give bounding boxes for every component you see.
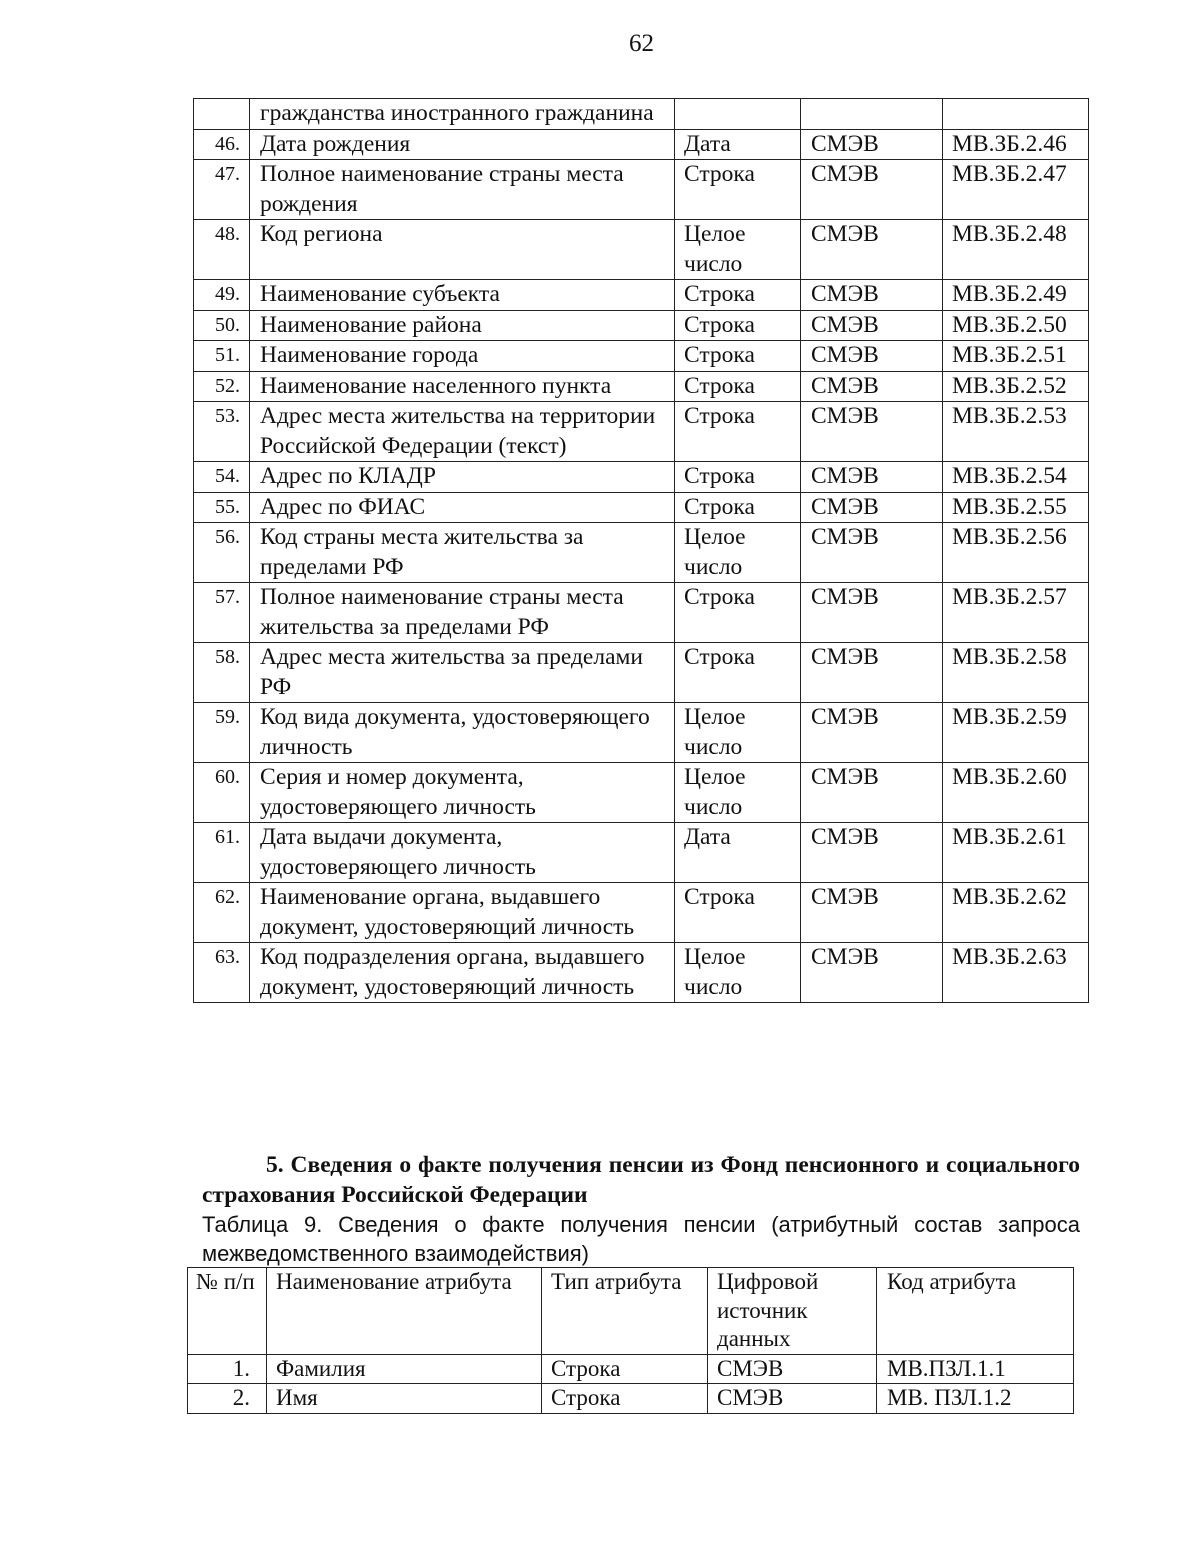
table-row [194,280,1089,311]
data-source: СМЭВ [801,943,943,1003]
attribute-code: МВ.ЗБ.2.52 [943,371,1089,402]
row-number: 62. [194,883,250,943]
row-number: 61. [194,823,250,883]
page-number: 62 [629,30,654,57]
table-row [194,371,1089,402]
header-attribute-name: Наименование атрибута [267,1268,542,1355]
attribute-code: МВ.ЗБ.2.61 [943,823,1089,883]
attribute-code: МВ.ЗБ.2.63 [943,943,1089,1003]
attribute-type [675,99,801,130]
attribute-code: МВ.ПЗЛ.1.1 [877,1354,1074,1384]
attribute-table-continued [193,98,1089,1003]
data-source: СМЭВ [801,883,943,943]
attribute-code: МВ.ЗБ.2.59 [943,703,1089,763]
row-number: 46. [194,129,250,160]
table-row [194,160,1089,220]
row-number: 1. [188,1354,267,1384]
attribute-type: Целое число [675,523,801,583]
attribute-name: Наименование субъекта [250,280,675,311]
data-source: СМЭВ [801,220,943,280]
table-row [194,402,1089,462]
attribute-type: Дата [675,129,801,160]
attribute-type: Строка [675,402,801,462]
attribute-type: Целое число [675,703,801,763]
pension-attribute-table [187,1267,1074,1414]
attribute-name: Адрес по ФИАС [250,492,675,523]
attribute-type: Целое число [675,943,801,1003]
attribute-type: Целое число [675,763,801,823]
row-number: 56. [194,523,250,583]
data-source: СМЭВ [801,341,943,372]
attribute-name: Дата рождения [250,129,675,160]
attribute-name: Адрес места жительства на территории Российской Федерации (текст) [250,402,675,462]
attribute-type: Строка [675,310,801,341]
attribute-table-body [194,99,1089,1003]
row-number: 2. [188,1384,267,1414]
table-row [194,703,1089,763]
attribute-name: Код подразделения органа, выдавшего документ, удостоверяющий личность [250,943,675,1003]
attribute-name: Код вида документа, удостоверяющего личность [250,703,675,763]
attribute-name: Фамилия [267,1354,542,1384]
table-row [188,1384,1074,1414]
attribute-name: Код страны места жительства за пределами РФ [250,523,675,583]
attribute-name: Наименование органа, выдавшего документ, удостоверяющий личность [250,883,675,943]
attribute-code: МВ.ЗБ.2.47 [943,160,1089,220]
data-source: СМЭВ [801,160,943,220]
attribute-code: МВ.ЗБ.2.55 [943,492,1089,523]
header-data-source: Цифровой источник данных [708,1268,877,1355]
table-row [194,99,1089,130]
table-row [194,310,1089,341]
attribute-code: МВ.ЗБ.2.46 [943,129,1089,160]
table-row [194,643,1089,703]
pension-table-header [188,1268,1074,1355]
attribute-type: Строка [675,371,801,402]
data-source: СМЭВ [801,643,943,703]
header-attribute-type: Тип атрибута [542,1268,708,1355]
row-number: 51. [194,341,250,372]
data-source [801,99,943,130]
attribute-type: Строка [675,160,801,220]
row-number: 55. [194,492,250,523]
attribute-type: Строка [675,643,801,703]
table-row [194,943,1089,1003]
section-heading-text: 5. Сведения о факте получения пенсии из Фонд пенсионного и социального страхования Российской Федерации [202,1152,1080,1208]
data-source: СМЭВ [801,703,943,763]
table-row [194,823,1089,883]
table-row [194,341,1089,372]
table-row [194,883,1089,943]
row-number: 58. [194,643,250,703]
attribute-name: Код региона [250,220,675,280]
data-source: СМЭВ [801,280,943,311]
attribute-name: Полное наименование страны места жительства за пределами РФ [250,583,675,643]
attribute-code: МВ.ЗБ.2.58 [943,643,1089,703]
attribute-type: Дата [675,823,801,883]
attribute-code: МВ.ЗБ.2.57 [943,583,1089,643]
attribute-type: Строка [675,462,801,493]
row-number: 54. [194,462,250,493]
attribute-type: Строка [675,341,801,372]
attribute-type: Строка [542,1384,708,1414]
header-number: № п/п [188,1268,267,1355]
table-row [194,523,1089,583]
attribute-name: гражданства иностранного гражданина [250,99,675,130]
data-source: СМЭВ [801,402,943,462]
attribute-code: МВ.ЗБ.2.50 [943,310,1089,341]
table-row [194,763,1089,823]
data-source: СМЭВ [708,1384,877,1414]
data-source: СМЭВ [801,583,943,643]
attribute-code: МВ.ЗБ.2.51 [943,341,1089,372]
row-number: 49. [194,280,250,311]
attribute-code: МВ.ЗБ.2.48 [943,220,1089,280]
attribute-type: Строка [675,492,801,523]
attribute-code [943,99,1089,130]
data-source: СМЭВ [801,462,943,493]
data-source: СМЭВ [801,763,943,823]
attribute-code: МВ.ЗБ.2.60 [943,763,1089,823]
data-source: СМЭВ [801,823,943,883]
attribute-name: Дата выдачи документа, удостоверяющего личность [250,823,675,883]
data-source: СМЭВ [801,129,943,160]
table-row [194,583,1089,643]
attribute-code: МВ.ЗБ.2.53 [943,402,1089,462]
attribute-name: Наименование населенного пункта [250,371,675,402]
attribute-name: Имя [267,1384,542,1414]
attribute-type: Строка [542,1354,708,1384]
row-number: 48. [194,220,250,280]
table-row [194,129,1089,160]
attribute-code: МВ.ЗБ.2.62 [943,883,1089,943]
row-number [194,99,250,130]
attribute-code: МВ. ПЗЛ.1.2 [877,1384,1074,1414]
table-header-row [188,1268,1074,1355]
attribute-code: МВ.ЗБ.2.49 [943,280,1089,311]
table-row [194,462,1089,493]
pension-table-body [188,1354,1074,1413]
table-row [188,1354,1074,1384]
attribute-name: Полное наименование страны места рождения [250,160,675,220]
data-source: СМЭВ [801,310,943,341]
data-source: СМЭВ [801,371,943,402]
attribute-type: Целое число [675,220,801,280]
row-number: 63. [194,943,250,1003]
attribute-name: Серия и номер документа, удостоверяющего личность [250,763,675,823]
row-number: 52. [194,371,250,402]
row-number: 50. [194,310,250,341]
row-number: 59. [194,703,250,763]
data-source: СМЭВ [801,523,943,583]
data-source: СМЭВ [801,492,943,523]
attribute-type: Строка [675,883,801,943]
section-heading [202,1150,1080,1210]
attribute-code: МВ.ЗБ.2.54 [943,462,1089,493]
row-number: 60. [194,763,250,823]
table-row [194,492,1089,523]
row-number: 47. [194,160,250,220]
attribute-name: Наименование города [250,341,675,372]
header-attribute-code: Код атрибута [877,1268,1074,1355]
attribute-name: Наименование района [250,310,675,341]
attribute-type: Строка [675,583,801,643]
table-caption: Таблица 9. Сведения о факте получения пенсии (атрибутный состав запроса межведомственного взаимодействия) [202,1212,1080,1266]
row-number: 53. [194,402,250,462]
table-row [194,220,1089,280]
attribute-name: Адрес по КЛАДР [250,462,675,493]
row-number: 57. [194,583,250,643]
attribute-code: МВ.ЗБ.2.56 [943,523,1089,583]
attribute-type: Строка [675,280,801,311]
attribute-name: Адрес места жительства за пределами РФ [250,643,675,703]
data-source: СМЭВ [708,1354,877,1384]
